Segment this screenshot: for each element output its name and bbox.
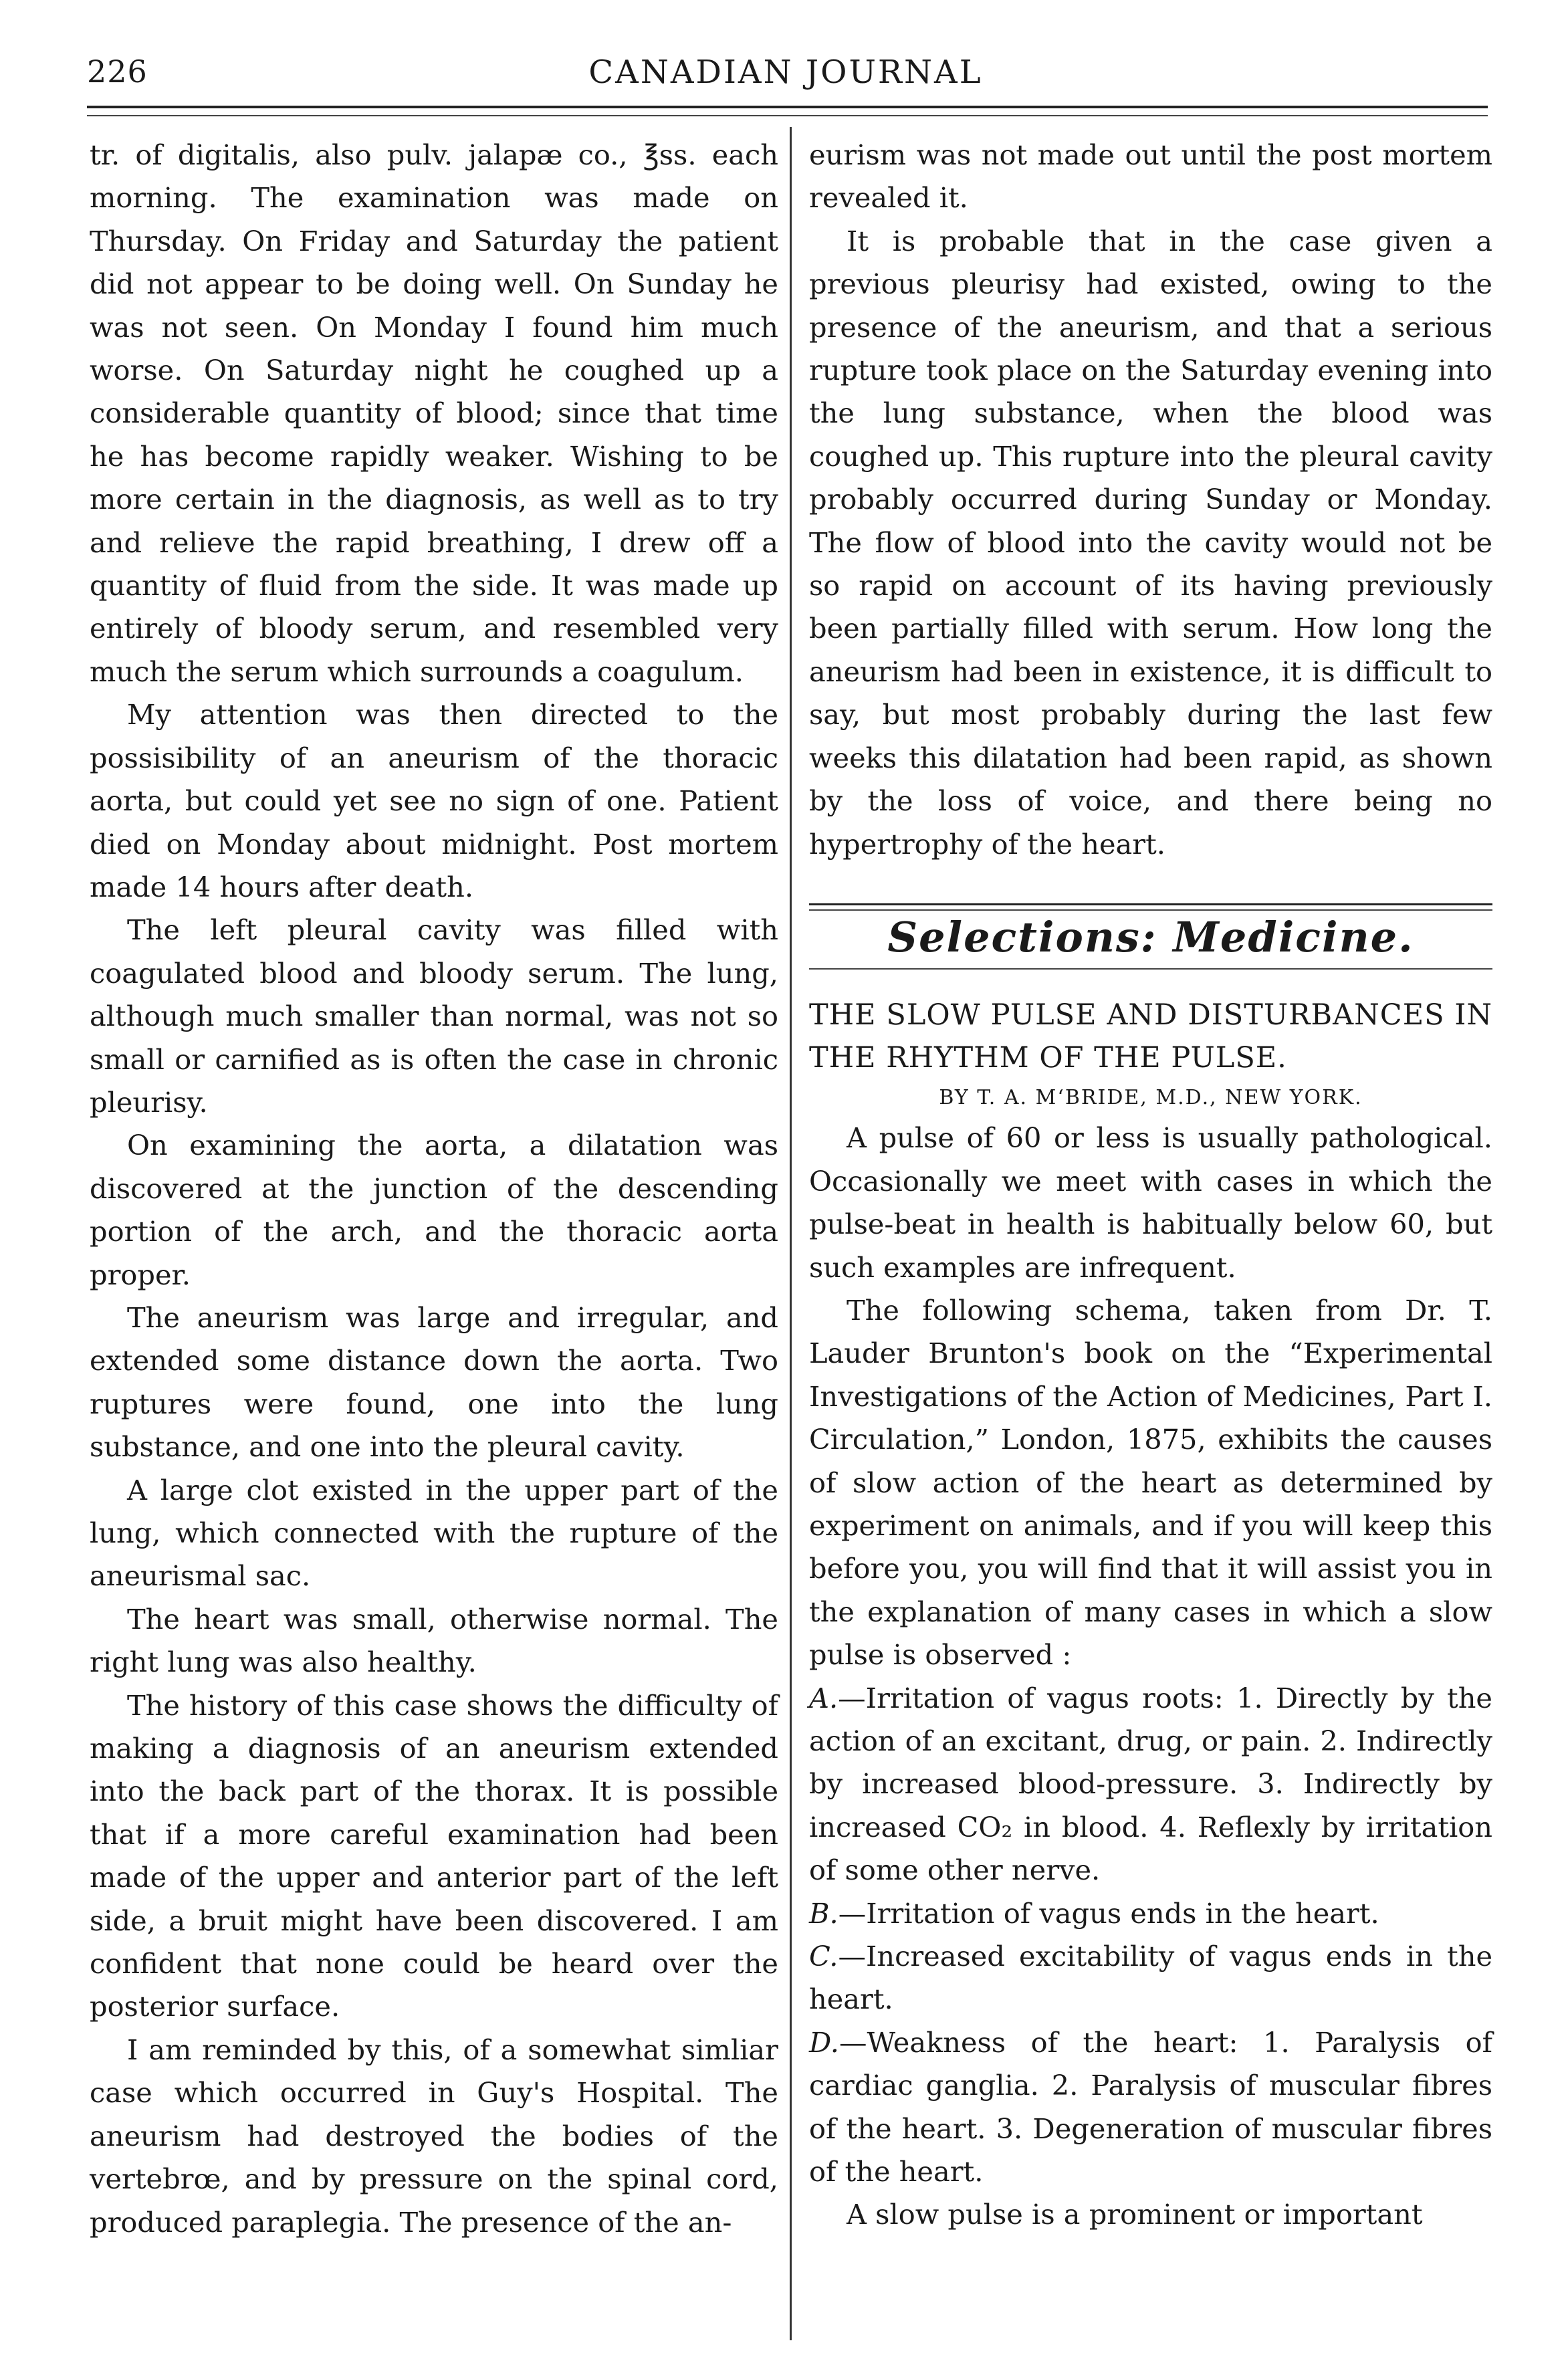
page-number: 226 — [87, 53, 148, 90]
right-column — [809, 134, 1492, 2237]
schema-letter: D. — [809, 2025, 839, 2059]
article-byline: BY T. A. M‘BRIDE, M.D., NEW YORK. — [939, 1086, 1363, 1110]
header-rule — [87, 106, 1488, 108]
paragraph: tr. of digitalis, also pulv. jalapæ co., ℥ss. each morning. The examination was made on Thursday. On Friday and Saturday the patient did not appear to be doing well. On Sunday he was not seen. On Monday I found him much worse. On Saturday night he coughed up a considerable quantity of blood; since that time he has become rapidly weaker. Wishing to be more certain in the diagnosis, as well as to try and relieve the rapid breathing, I drew off a quantity of fluid from the side. It was made up entirely of bloody serum, and resembled very much the serum which surrounds a coagulum. — [90, 138, 778, 688]
schema-text: —Irritation of vagus roots: 1. Directly by the action of an excitant, drug, or pain. 2. Indirectly by increased blood-pressure. 3. Indirectly by increased CO₂ in blood. 4. Reflexly by irritation of some other nerve. — [809, 1681, 1492, 1887]
schema-text: —Weakness of the heart: 1. Paralysis of cardiac ganglia. 2. Paralysis of muscular fibres of the heart. 3. Degeneration of muscular fibres of the heart. — [809, 2025, 1492, 2188]
schema-item — [809, 1935, 1492, 2021]
schema-text: —Irritation of vagus ends in the heart. — [838, 1896, 1379, 1930]
paragraph: eurism was not made out until the post mortem revealed it. — [809, 138, 1492, 215]
left-column — [90, 134, 778, 2244]
paragraph: The following schema, taken from Dr. T. Lauder Brunton's book on the “Experimental Investigations of the Action of Medicines, Part I. Circulation,” London, 1875, exhibits the causes of slow action of the heart as determined by experiment on animals, and if you will keep this before you, you will find that it will assist you in the explanation of many cases in which a slow pulse is observed : — [809, 1293, 1492, 1672]
schema-letter: B. — [809, 1896, 838, 1930]
schema-text: —Increased excitability of vagus ends in the heart. — [809, 1940, 1492, 2016]
paragraph: My attention was then directed to the possisibility of an aneurism of the thoracic aorta, but could yet see no sign of one. Patient died on Monday about midnight. Post mortem made 14 hours after death. — [90, 698, 778, 903]
page-header — [87, 41, 1484, 95]
header-rule-thin — [87, 115, 1488, 116]
schema-item — [809, 2021, 1492, 2194]
paragraph: The heart was small, otherwise normal. The right lung was also healthy. — [90, 1602, 778, 1679]
paragraph: A pulse of 60 or less is usually pathological. Occasionally we meet with cases in which the pulse-beat in health is habitually below 60, but such examples are infrequent. — [809, 1121, 1492, 1284]
schema-item — [809, 1892, 1492, 1935]
column-divider — [790, 127, 792, 2340]
paragraph: A large clot existed in the upper part of the lung, which connected with the rupture of the aneurismal sac. — [90, 1473, 778, 1593]
article-title: THE SLOW PULSE AND DISTURBANCES IN THE RHYTHM OF THE PULSE. — [809, 998, 1492, 1075]
schema-letter: C. — [809, 1940, 838, 1973]
paragraph: The aneurism was large and irregular, and extended some distance down the aorta. Two ruptures were found, one into the lung substance, and one into the pleural cavity. — [90, 1301, 778, 1464]
paragraph: The history of this case shows the difficulty of making a diagnosis of an aneurism extended into the back part of the thorax. It is possible that if a more careful examination had been made of the upper and anterior part of the left side, a bruit might have been discovered. I am confident that none could be heard over the posterior surface. — [90, 1688, 778, 2023]
schema-letter: A. — [809, 1681, 838, 1714]
section-banner: Selections: Medicine. — [887, 912, 1414, 962]
paragraph: The left pleural cavity was filled with coagulated blood and bloody serum. The lung, although much smaller than normal, was not so small or carnified as is often the case in chronic pleurisy. — [90, 913, 778, 1119]
paragraph: I am reminded by this, of a somewhat simliar case which occurred in Guy's Hospital. The aneurism had destroyed the bodies of the vertebrœ, and by pressure on the spinal cord, produced paraplegia. The presence of the an- — [90, 2033, 778, 2239]
paragraph: It is probable that in the case given a previous pleurisy had existed, owing to the presence of the aneurism, and that a serious rupture took place on the Saturday evening into the lung substance, when the blood was coughed up. This rupture into the pleural cavity probably occurred during Sunday or Monday. The flow of blood into the cavity would not be so rapid on account of its having previously been partially filled with serum. How long the aneurism had been in existence, it is difficult to say, but most probably during the last few weeks this dilatation had been rapid, as shown by the loss of voice, and there being no hypertrophy of the heart. — [809, 224, 1492, 861]
schema-item — [809, 1677, 1492, 1892]
paragraph: On examining the aorta, a dilatation was discovered at the junction of the descending portion of the arch, and the thoracic aorta proper. — [90, 1129, 778, 1291]
running-head: CANADIAN JOURNAL — [588, 53, 983, 91]
paragraph: A slow pulse is a prominent or important — [847, 2198, 1423, 2231]
